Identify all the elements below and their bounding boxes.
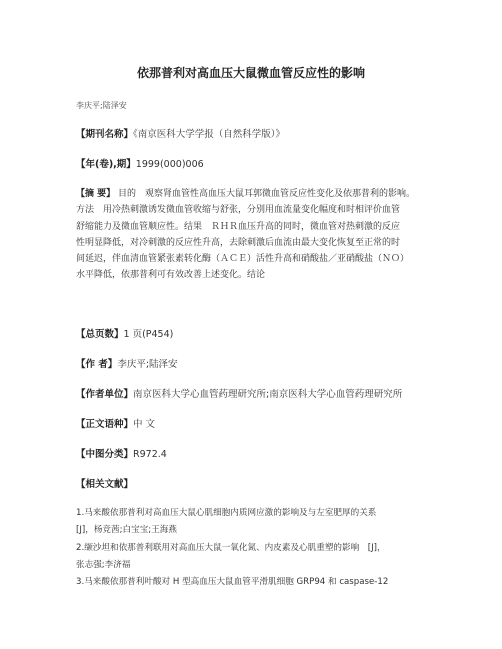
document-title: 依那普利对高血压大鼠微血管反应性的影响 (136, 66, 365, 80)
reference-line: 张志强;李济福 (76, 559, 131, 570)
author-line: 李庆平;陆泽安 (76, 101, 127, 110)
abstract-block (76, 186, 438, 284)
unit-value: 南京医科大学心血管药理研究所;南京医科大学心血管药理研究所 (133, 389, 403, 400)
class-value: R972.4 (133, 449, 167, 460)
unit-label: 【作者单位】 (76, 389, 134, 400)
refs-heading (76, 476, 133, 490)
author-field (76, 356, 178, 370)
lang-field (76, 416, 155, 430)
reference-line: 3.马来酸依那普利叶酸对 H 型高血压大鼠血管平滑肌细胞 GRP94 和 caspase-12 (76, 577, 389, 588)
lang-label: 【正文语种】 (76, 419, 134, 430)
reference-line: [J]，杨竞茜;白宝宝;王海燕 (76, 525, 177, 536)
pages-value: 1 页(P454) (123, 329, 174, 340)
journal-label: 【期刊名称】 (76, 129, 134, 140)
abstract-line: 间延迟，伴血清血管紧张素转化酶（ＡＣＥ）活性升高和硝酸盐／亚硝酸盐（ＮＯ） (76, 254, 410, 265)
year-field (76, 156, 204, 170)
abstract-line: 【摘 要】 目的 观察肾血管性高血压大鼠耳郭微血管反应性变化及依那普利的影响。 (76, 189, 416, 199)
abstract-line: 性明显降低，对冷刺激的反应性升高，去除刺激后血流由最大变化恢复至正常的时 (76, 237, 401, 248)
year-value: 1999(000)006 (135, 159, 204, 170)
pages-label: 【总页数】 (76, 329, 124, 340)
lang-value: 中 文 (133, 419, 156, 430)
abstract-line: 舒缩能力及微血管顺应性。结果 ＲＨＲ血压升高的同时，微血管对热刺激的反应 (76, 221, 401, 232)
unit-field (76, 386, 402, 400)
author-value: 李庆平;陆泽安 (117, 359, 178, 370)
reference-line: 1.马来酸依那普利对高血压大鼠心肌细胞内质网应激的影响及与左室肥厚的关系 (76, 508, 377, 518)
reference-line: 2.缬沙坦和依那普利联用对高血压大鼠一氧化氮、内皮素及心肌重塑的影响 [J]， (76, 542, 386, 553)
journal-value: 《南京医科大学学报（自然科学版）》 (133, 129, 286, 140)
author-label: 【作 者】 (76, 359, 118, 370)
abstract-line: 方法 用冷热刺激诱发微血管收缩与舒张，分别用血流量变化幅度和时相评价血管 (76, 205, 401, 216)
year-label: 【年(卷),期】 (76, 159, 136, 170)
pages-field (76, 326, 173, 340)
class-field (76, 446, 167, 460)
abstract-label: 【摘 要】 (76, 189, 116, 199)
refs-label: 【相关文献】 (76, 479, 134, 490)
abstract-line: 水平降低，依那普利可有效改善上述变化。结论 (76, 270, 266, 281)
journal-field (76, 126, 285, 140)
reference-list (76, 505, 438, 591)
class-label: 【中图分类】 (76, 449, 134, 460)
